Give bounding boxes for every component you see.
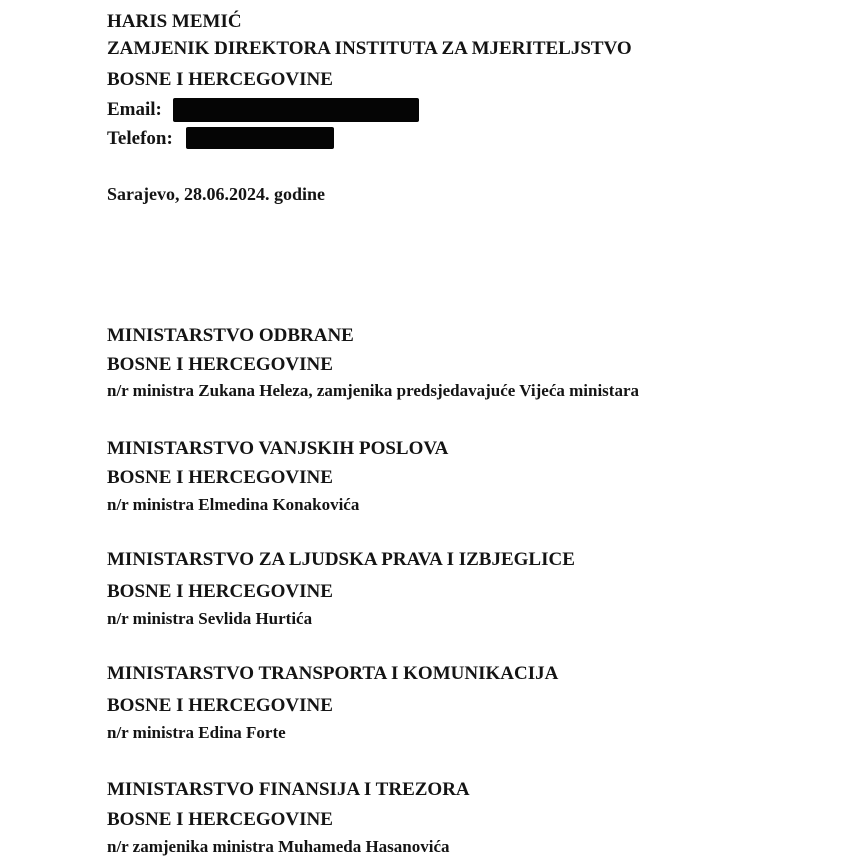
sender-email-label: Email: (107, 99, 162, 120)
recipient-country: BOSNE I HERCEGOVINE (107, 581, 333, 602)
email-redaction (173, 98, 419, 122)
sender-title: ZAMJENIK DIREKTORA INSTITUTA ZA MJERITELJSTVO (107, 38, 632, 59)
recipient-country: BOSNE I HERCEGOVINE (107, 809, 333, 830)
recipient-country: BOSNE I HERCEGOVINE (107, 467, 333, 488)
sender-phone-label: Telefon: (107, 128, 173, 149)
recipient-attention: n/r ministra Edina Forte (107, 723, 286, 742)
phone-redaction (186, 127, 334, 149)
recipient-attention: n/r zamjenika ministra Muhameda Hasanovića (107, 837, 450, 856)
recipient-attention: n/r ministra Sevlida Hurtića (107, 609, 313, 628)
recipient-ministry: MINISTARSTVO VANJSKIH POSLOVA (107, 438, 449, 459)
recipient-attention: n/r ministra Elmedina Konakovića (107, 495, 360, 514)
letter-date: Sarajevo, 28.06.2024. godine (107, 184, 325, 204)
sender-country: BOSNE I HERCEGOVINE (107, 69, 333, 90)
recipient-ministry: MINISTARSTVO ODBRANE (107, 325, 354, 346)
recipient-country: BOSNE I HERCEGOVINE (107, 354, 333, 375)
recipient-ministry: MINISTARSTVO ZA LJUDSKA PRAVA I IZBJEGLICE (107, 549, 575, 570)
recipient-ministry: MINISTARSTVO TRANSPORTA I KOMUNIKACIJA (107, 663, 559, 684)
recipient-ministry: MINISTARSTVO FINANSIJA I TREZORA (107, 779, 470, 800)
sender-name: HARIS MEMIĆ (107, 11, 242, 32)
recipient-attention: n/r ministra Zukana Heleza, zamjenika predsjedavajuće Vijeća ministara (107, 381, 640, 400)
recipient-country: BOSNE I HERCEGOVINE (107, 695, 333, 716)
